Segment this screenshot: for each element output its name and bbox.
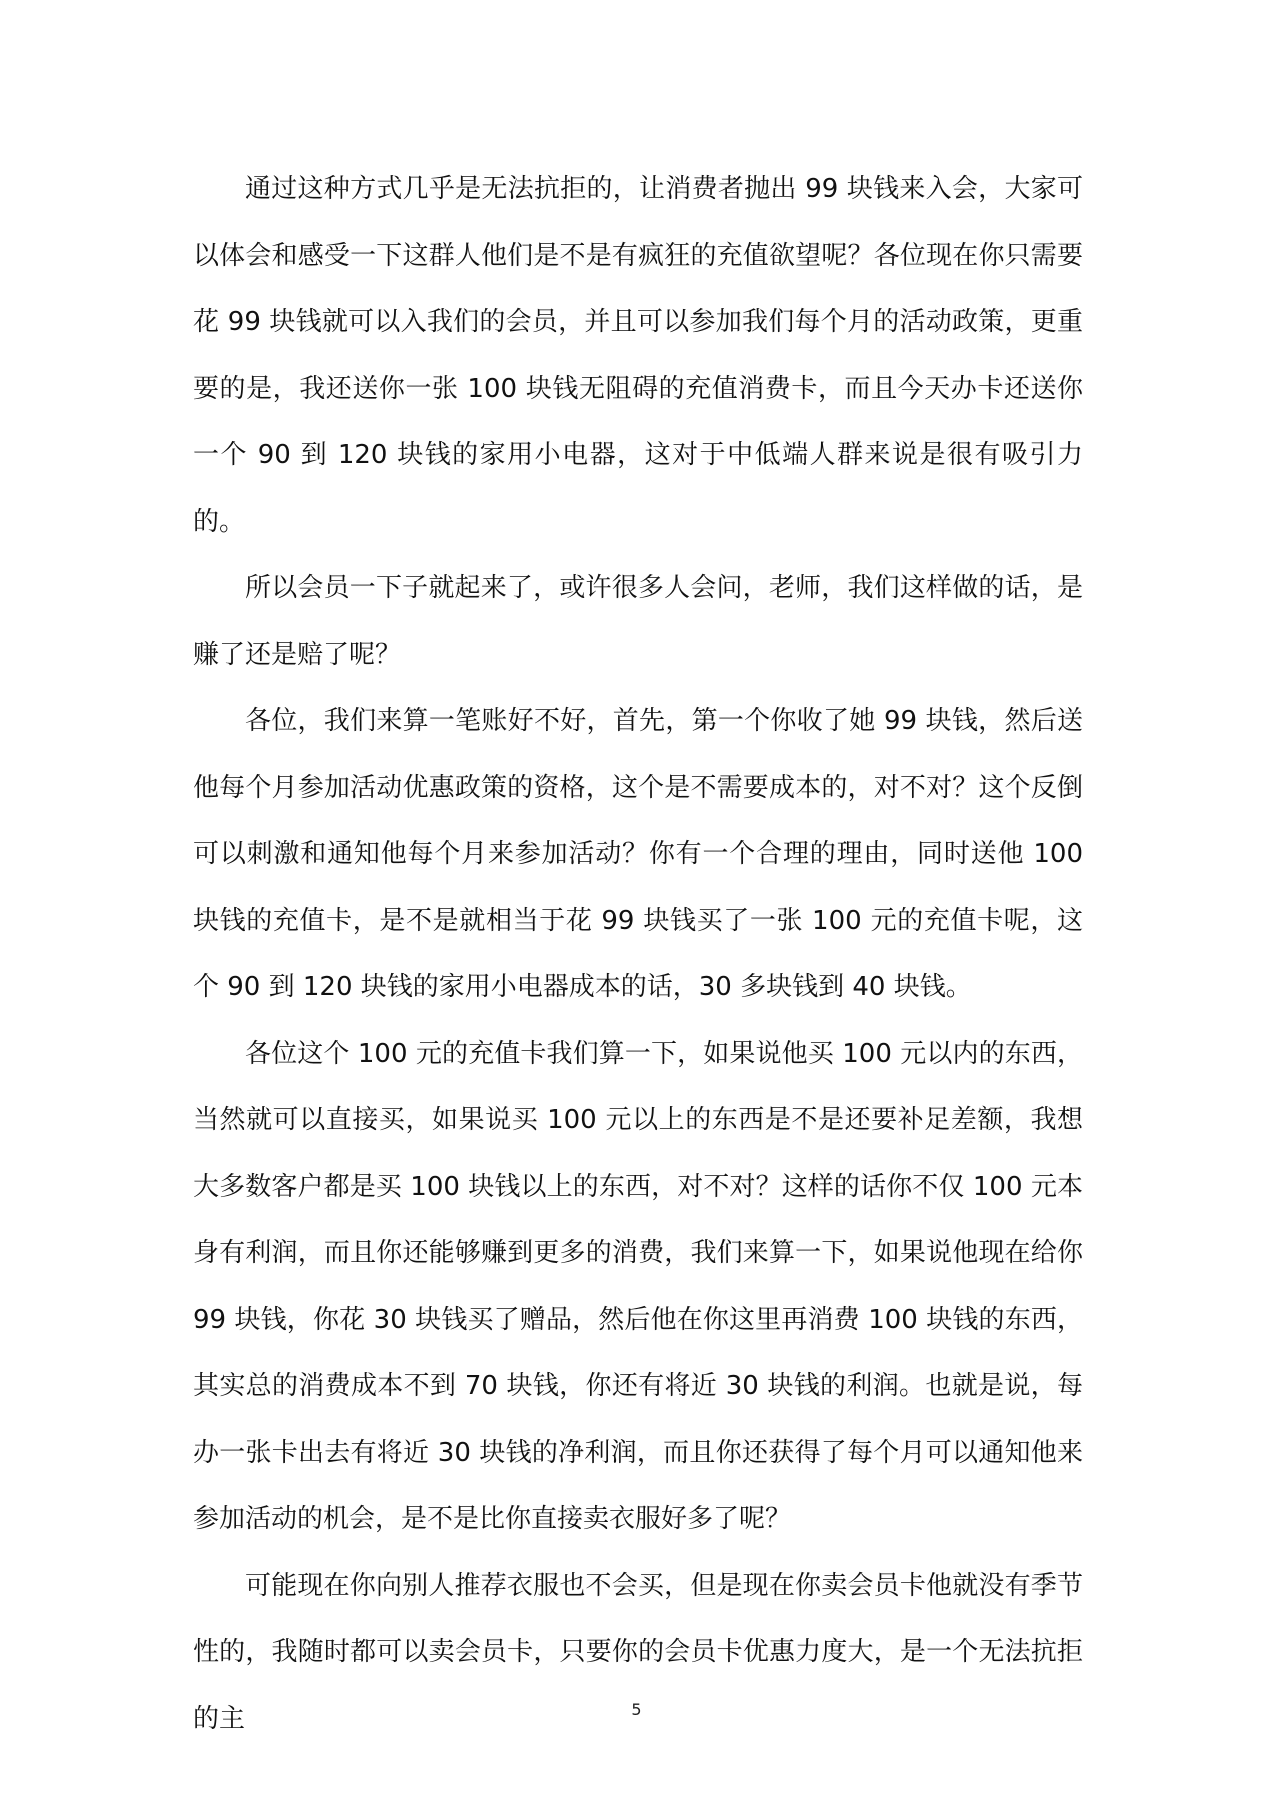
paragraph-3: 各位，我们来算一笔账好不好，首先，第一个你收了她 99 块钱，然后送他每个月参加活动优惠政策的资格，这个是不需要成本的，对不对？这个反倒可以刺激和通知他每个月来参加活动？你有一个合理的理由，同时送他 100 块钱的充值卡，是不是就相当于花 99 块钱买了一张 100 元的充值卡呢，这个 90 到 120 块钱的家用小电器成本的话，30 多块钱到 40 块钱。	[193, 706, 1083, 1002]
paragraph-4: 各位这个 100 元的充值卡我们算一下，如果说他买 100 元以内的东西，当然就可以直接买，如果说买 100 元以上的东西是不是还要补足差额，我想大多数客户都是买 100 块钱以上的东西，对不对？这样的话你不仅 100 元本身有利润，而且你还能够赚到更多的消费，我们来算一下，如果说他现在给你 99 块钱，你花 30 块钱买了赠品，然后他在你这里再消费 100 块钱的东西，其实总的消费成本不到 70 块钱，你还有将近 30 块钱的利润。也就是说，每办一张卡出去有将近 30 块钱的净利润，而且你还获得了每个月可以通知他来参加活动的机会，是不是比你直接卖衣服好多了呢？	[193, 1038, 1083, 1534]
page-number: 5	[631, 1700, 642, 1719]
paragraph-1: 通过这种方式几乎是无法抗拒的，让消费者抛出 99 块钱来入会，大家可以体会和感受一下这群人他们是不是有疯狂的充值欲望呢？各位现在你只需要花 99 块钱就可以入我们的会员，并且可以参加我们每个月的活动政策，更重要的是，我还送你一张 100 块钱无阻碍的充值消费卡，而且今天办卡还送你一个 90 到 120 块钱的家用小电器，这对于中低端人群来说是很有吸引力的。	[193, 174, 1083, 537]
document-body	[193, 156, 1083, 1752]
paragraph-5: 可能现在你向别人推荐衣服也不会买，但是现在你卖会员卡他就没有季节性的，我随时都可以卖会员卡，只要你的会员卡优惠力度大，是一个无法抗拒的主	[193, 1570, 1083, 1734]
paragraph-2: 所以会员一下子就起来了，或许很多人会问，老师，我们这样做的话，是赚了还是赔了呢？	[193, 573, 1083, 670]
